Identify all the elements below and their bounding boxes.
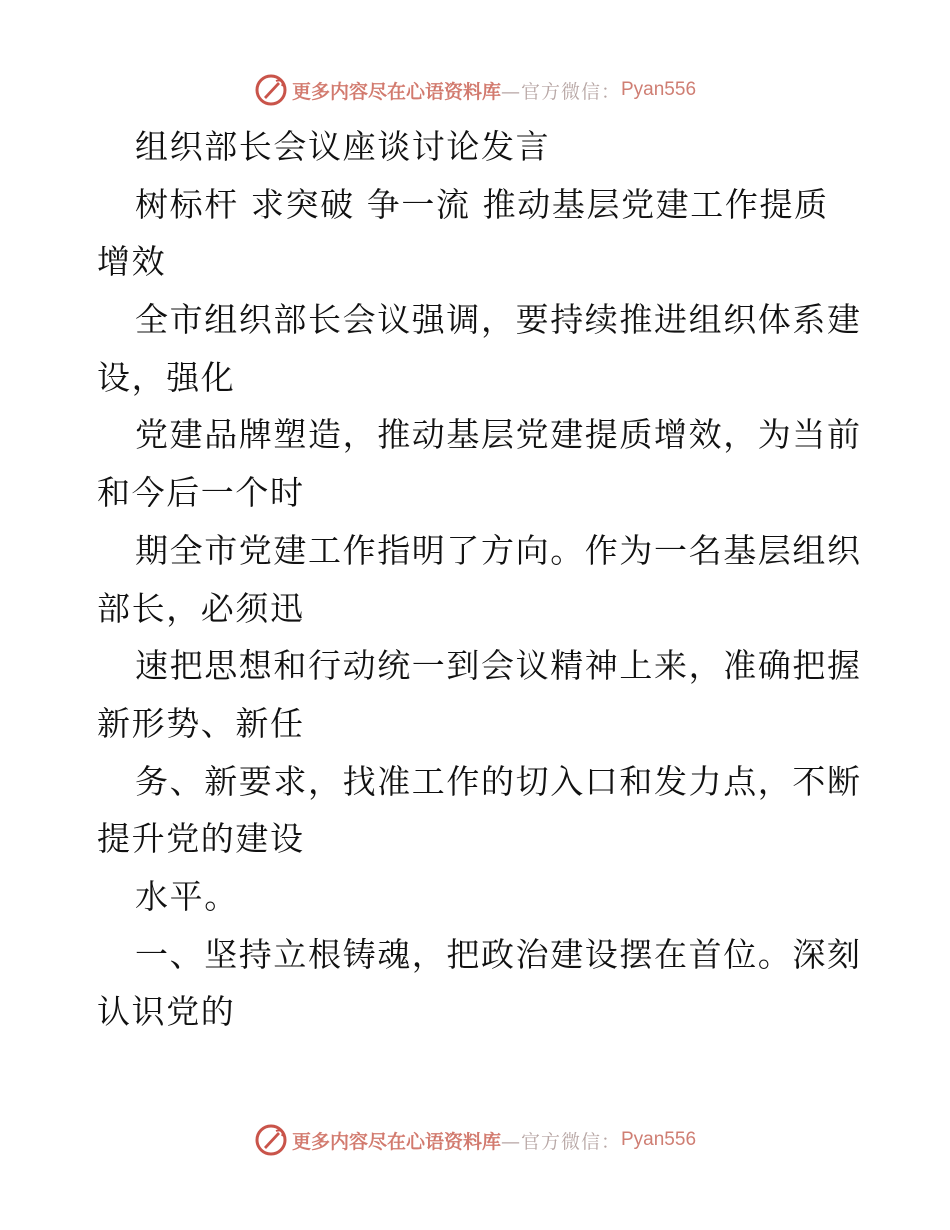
document-line: 全市组织部长会议强调，要持续推进组织体系建: [135, 300, 862, 340]
quill-pen-logo-icon: [254, 73, 288, 107]
quill-pen-logo-icon: [254, 1123, 288, 1157]
banner-separator: —官方微信：: [500, 1130, 621, 1153]
document-line: 认识党的: [97, 992, 236, 1032]
document-title: 组织部长会议座谈讨论发言: [135, 127, 551, 166]
document-line: 一、坚持立根铸魂，把政治建设摆在首位。深刻: [135, 934, 862, 974]
document-line: 务、新要求，找准工作的切入口和发力点，不断: [135, 761, 862, 801]
wechat-id: Pyan556: [621, 79, 697, 100]
document-line: 增效: [97, 242, 167, 282]
document-line: 设，强化: [97, 357, 236, 397]
document-line: 提升党的建设: [97, 819, 305, 859]
document-line: 新形势、新任: [97, 703, 305, 743]
header-watermark-banner: [0, 70, 950, 110]
wechat-id: Pyan556: [621, 1129, 697, 1150]
document-line: 部长，必须迅: [97, 588, 305, 628]
footer-watermark-banner: [0, 1120, 950, 1160]
banner-text: 更多内容尽在心语资料库: [291, 1130, 501, 1153]
document-line: 党建品牌塑造，推动基层党建提质增效，为当前: [135, 415, 862, 455]
banner-text: 更多内容尽在心语资料库: [291, 80, 501, 103]
document-line: 速把思想和行动统一到会议精神上来，准确把握: [135, 646, 862, 686]
banner-separator: —官方微信：: [500, 80, 621, 103]
document-body: [97, 118, 862, 1041]
document-subtitle: 树标杆 求突破 争一流 推动基层党建工作提质: [135, 184, 829, 224]
document-line: 和今后一个时: [97, 473, 305, 513]
document-line: 水平。: [135, 876, 239, 916]
document-line: 期全市党建工作指明了方向。作为一名基层组织: [135, 530, 862, 570]
